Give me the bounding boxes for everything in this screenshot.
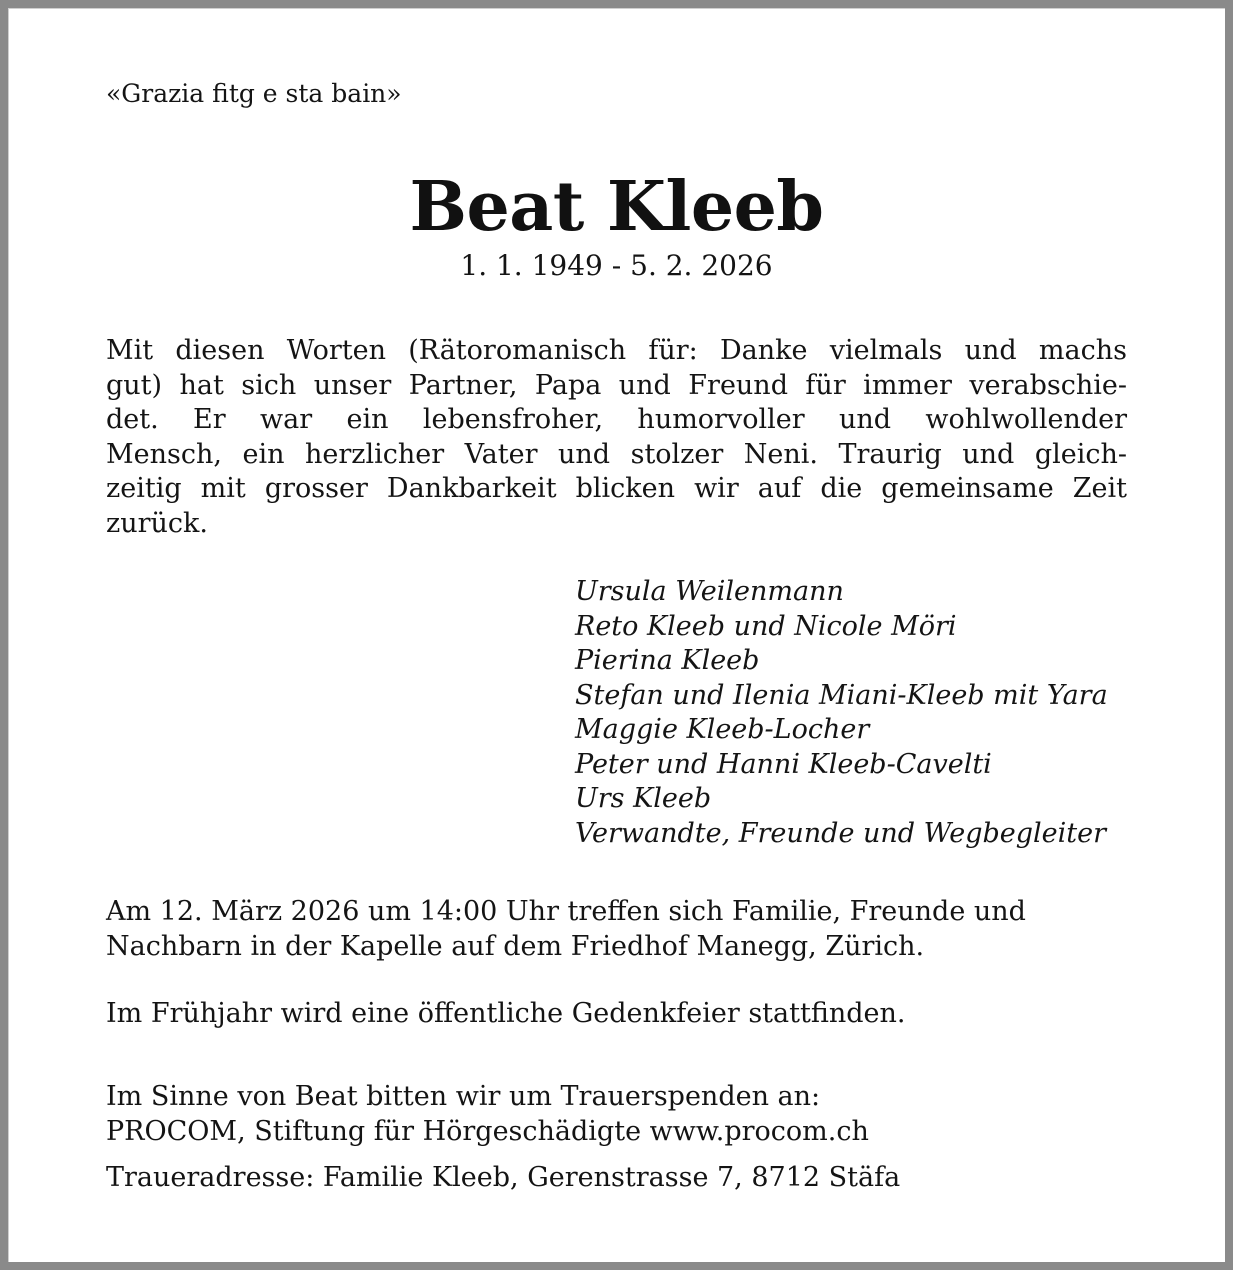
mourner-name: Urs Kleeb bbox=[575, 783, 712, 814]
deceased-name: Beat Kleeb bbox=[409, 167, 824, 247]
mourner-name: Reto Kleeb und Nicole Möri bbox=[575, 610, 957, 642]
donation-line: PROCOM, Stiftung für Hörgeschädigte www.procom.ch bbox=[106, 1115, 869, 1147]
ceremony-info bbox=[106, 895, 1026, 964]
mourner-name: Pierina Kleeb bbox=[575, 645, 760, 676]
motto: «Grazia fitg e sta bain» bbox=[106, 79, 402, 108]
mourner-name: Verwandte, Freunde und Wegbegleiter bbox=[575, 817, 1107, 849]
ceremony-line: Nachbarn in der Kapelle auf dem Friedhof Manegg, Zürich. bbox=[106, 930, 925, 962]
mourning-address: Traueradresse: Familie Kleeb, Gerenstrasse 7, 8712 Stäfa bbox=[106, 1162, 901, 1193]
mourner-name: Peter und Hanni Kleeb-Cavelti bbox=[575, 748, 992, 780]
message-line: det. Er war ein lebensfroher, humorvoller und wohlwollender bbox=[106, 404, 1127, 435]
message-line: zeitig mit grosser Dankbarkeit blicken wir auf die gemeinsame Zeit bbox=[106, 473, 1127, 504]
message-line: zurück. bbox=[106, 507, 208, 539]
memorial-info: Im Frühjahr wird eine öffentliche Gedenkfeier stattfinden. bbox=[106, 998, 906, 1029]
mourner-name: Stefan und Ilenia Miani-Kleeb mit Yara bbox=[575, 679, 1108, 711]
message-line: Mit diesen Worten (Rätoromanisch für: Danke vielmals und machs bbox=[106, 335, 1127, 366]
message-line: gut) hat sich unser Partner, Papa und Freund für immer verabschie- bbox=[106, 369, 1127, 401]
ceremony-line: Am 12. März 2026 um 14:00 Uhr treffen sich Familie, Freunde und bbox=[106, 896, 1026, 927]
message-line: Mensch, ein herzlicher Vater und stolzer Neni. Traurig und gleich- bbox=[106, 438, 1127, 470]
mourner-name: Ursula Weilenmann bbox=[575, 576, 844, 607]
farewell-message bbox=[106, 334, 1127, 541]
life-dates: 1. 1. 1949 - 5. 2. 2026 bbox=[460, 249, 773, 282]
donation-line: Im Sinne von Beat bitten wir um Trauerspenden an: bbox=[106, 1081, 821, 1112]
donation-info bbox=[106, 1080, 869, 1149]
mourners-list bbox=[575, 575, 1108, 851]
mourner-name: Maggie Kleeb-Locher bbox=[575, 714, 870, 745]
